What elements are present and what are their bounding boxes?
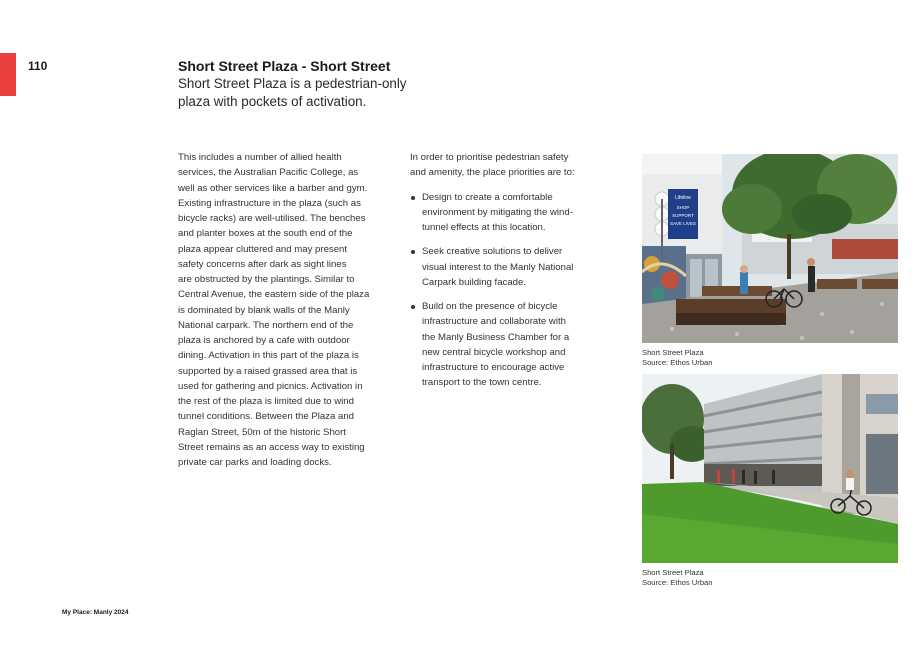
caption-title: Short Street Plaza	[642, 568, 704, 577]
caption-title: Short Street Plaza	[642, 348, 704, 357]
body-line: well as other services like a barber and gym.	[178, 182, 368, 194]
intro-line: In order to prioritise pedestrian safety	[410, 152, 569, 163]
priority-line: Design to create a comfortable	[422, 191, 553, 203]
body-line: used for gathering and picnics. Activation in	[178, 380, 363, 392]
sign-line: Lifeline	[675, 195, 691, 201]
priority-line: infrastructure to encourage active	[422, 362, 565, 373]
priority-line: visual interest to the Manly National	[422, 261, 574, 273]
page-title: Short Street Plaza - Short Street	[178, 58, 391, 74]
photo-caption	[642, 568, 713, 588]
priority-line: Seek creative solutions to deliver	[422, 246, 563, 258]
intro-line: and amenity, the place priorities are to:	[410, 167, 575, 179]
document-footer: My Place: Manly 2024	[62, 609, 129, 616]
priority-line: tunnel effects at this location.	[422, 222, 546, 233]
body-line: plaza appear cluttered and may present	[178, 243, 348, 255]
photo-caption	[642, 348, 713, 368]
caption-source: Source: Ethos Urban	[642, 578, 713, 587]
priority-line: the Manly Business Chamber for a	[422, 331, 570, 343]
body-line: safety concerns after dark as sight lines	[178, 258, 347, 270]
priority-line: Build on the presence of bicycle	[422, 301, 558, 312]
body-line: Raglan Street, 50m of the historic Short	[178, 426, 346, 438]
body-line: supported by a raised grassed area that is	[178, 365, 358, 377]
priority-item	[410, 244, 610, 290]
priority-line: Carpark building facade.	[422, 276, 526, 288]
sign-line: SHOP	[676, 205, 690, 210]
priority-item	[410, 299, 610, 391]
body-line: the rest of the plaza is limited due to wind	[178, 396, 354, 407]
body-line: Central Avenue, the eastern side of the plaza	[178, 289, 370, 301]
priority-item	[410, 190, 610, 236]
body-line: private car parks and loading docks.	[178, 457, 332, 468]
body-line: Street remains as an access way to existing	[178, 441, 365, 453]
body-line: is dominated by blank walls of the Manly	[178, 304, 350, 316]
body-line: dining. Activation in this part of the plaza is	[178, 350, 359, 362]
bullet-icon	[411, 305, 415, 309]
body-line: National carpark. The northern end of the	[178, 319, 354, 331]
body-line: bicycle racks) are well-utilised. The benches	[178, 213, 366, 224]
bullet-icon	[411, 250, 415, 254]
sign-line: SUPPORT	[672, 213, 694, 218]
section-tab	[0, 53, 16, 96]
priority-line: transport to the town centre.	[422, 377, 542, 389]
body-line: services, the Australian Pacific College, as	[178, 167, 359, 179]
body-line: and planter boxes at the south end of the	[178, 228, 353, 240]
sign-line: SAVE LIVES	[670, 221, 696, 226]
plaza-photo-2	[642, 374, 898, 563]
body-text	[178, 150, 390, 470]
priorities-intro	[410, 150, 610, 181]
priorities-list	[410, 190, 610, 391]
priorities-section	[410, 150, 610, 400]
plaza-photo-1	[642, 154, 898, 343]
body-line: This includes a number of allied health	[178, 152, 342, 163]
body-line: are obstructed by the plantings. Similar to	[178, 274, 355, 285]
caption-source: Source: Ethos Urban	[642, 358, 713, 367]
body-line: tunnel conditions. Between the Plaza and	[178, 411, 355, 423]
priority-line: new central bicycle workshop and	[422, 346, 566, 358]
priority-line: infrastructure and collaborate with	[422, 316, 566, 328]
body-line: plaza is anchored by a cafe with outdoor	[178, 335, 350, 346]
bullet-icon	[411, 196, 415, 200]
page-number: 110	[28, 59, 48, 73]
page-subtitle: Short Street Plaza is a pedestrian-only plaza with pockets of activation.	[178, 76, 407, 109]
priority-line: environment by mitigating the wind-	[422, 206, 573, 218]
body-line: Existing infrastructure in the plaza (such as	[178, 197, 361, 209]
